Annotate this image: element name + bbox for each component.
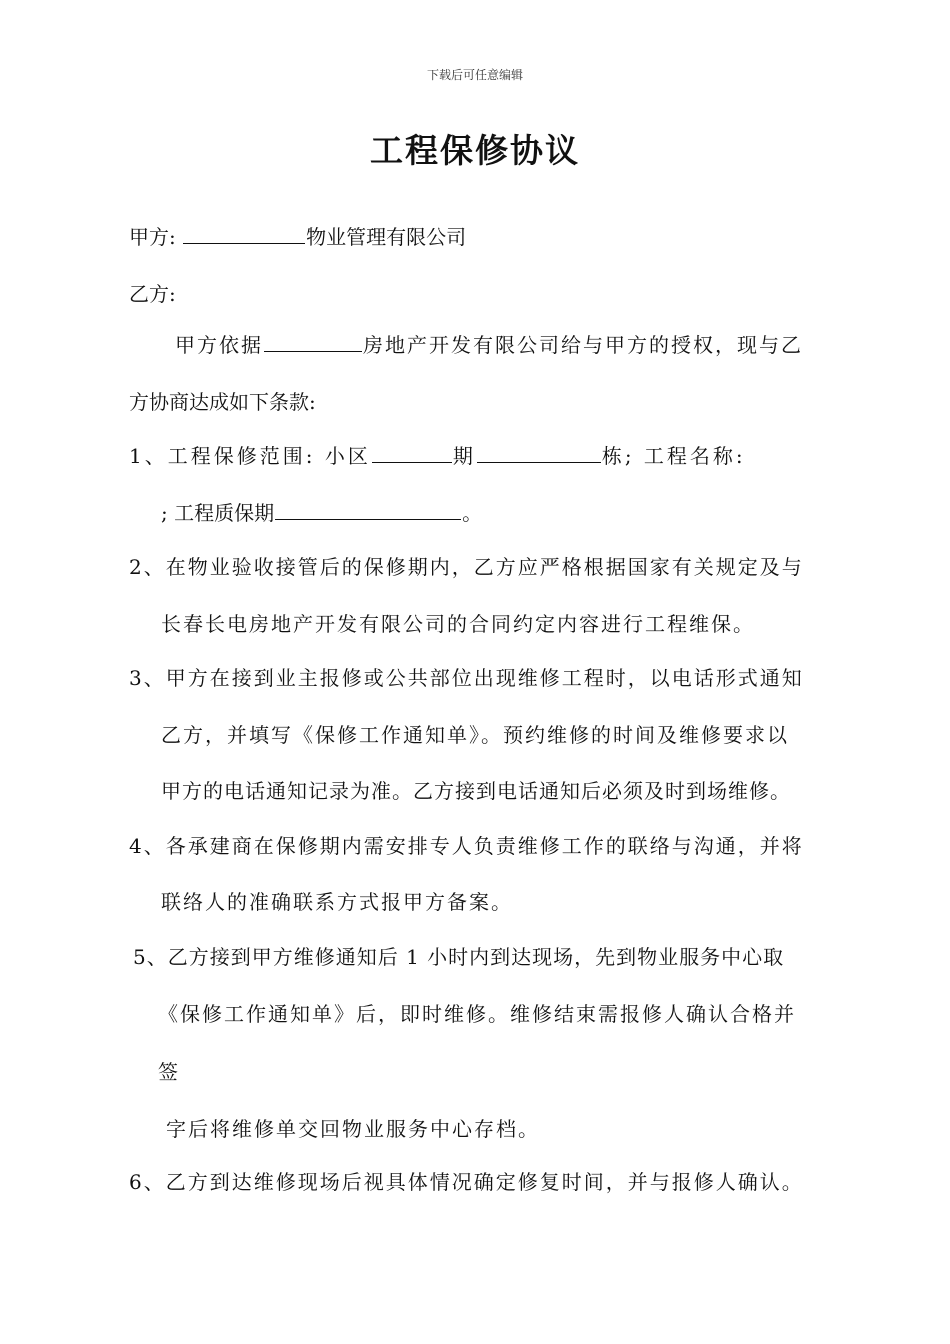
clause-4-line-1: 4、各承建商在保修期内需安排专人负责维修工作的联络与沟通，并将 xyxy=(129,834,804,858)
clause-3-line-3: 甲方的电话通知记录为准。乙方接到电话通知后必须及时到场维修。 xyxy=(161,779,791,803)
party-a-suffix: 物业管理有限公司 xyxy=(306,225,467,249)
clause-1-line-2 xyxy=(161,501,482,525)
clause-5-line-3: 签 xyxy=(158,1060,178,1084)
clause-5-line-1: 5、乙方接到甲方维修通知后 1 小时内到达现场，先到物业服务中心取 xyxy=(133,945,785,969)
clause-3-line-1: 3、甲方在接到业主报修或公共部位出现维修工程时，以电话形式通知 xyxy=(129,666,804,690)
party-b-line xyxy=(129,282,176,306)
community-blank xyxy=(372,444,452,463)
clause-1-line-1 xyxy=(129,444,746,468)
clause-1-part1: 1、工程保修范围: 小区 xyxy=(129,444,371,468)
developer-blank xyxy=(264,333,362,352)
party-b-label: 乙方: xyxy=(129,282,176,306)
clause-5-line-2: 《保修工作通知单》后，即时维修。维修结束需报修人确认合格并 xyxy=(158,1002,796,1026)
clause-2-line-2: 长春长电房地产开发有限公司的合同约定内容进行工程维保。 xyxy=(161,612,755,636)
clause-1-line2-suffix: 。 xyxy=(462,501,483,525)
document-title: 工程保修协议 xyxy=(370,131,580,170)
header-note: 下载后可任意编辑 xyxy=(426,68,523,82)
clause-4-line-2: 联络人的准确联系方式报甲方备案。 xyxy=(161,890,513,914)
intro-line-1 xyxy=(175,333,803,357)
warranty-period-blank xyxy=(275,501,461,520)
intro-line-2: 方协商达成如下条款: xyxy=(129,390,316,414)
clause-1-line2-prefix: ; 工程质保期 xyxy=(161,501,275,525)
clause-2-line-1: 2、在物业验收接管后的保修期内，乙方应严格根据国家有关规定及与 xyxy=(129,555,804,579)
clause-6-line-1: 6、乙方到达维修现场后视具体情况确定修复时间，并与报修人确认。 xyxy=(129,1170,804,1194)
clause-3-line-2: 乙方，并填写《保修工作通知单》。预约维修的时间及维修要求以 xyxy=(161,723,789,747)
intro-suffix: 房地产开发有限公司给与甲方的授权，现与乙 xyxy=(363,333,803,357)
clause-1-part3: 栋; 工程名称: xyxy=(601,444,746,468)
clause-1-part2: 期 xyxy=(452,444,476,468)
party-a-blank xyxy=(183,225,305,244)
party-a-line xyxy=(129,225,466,249)
party-a-label: 甲方: xyxy=(129,225,176,249)
phase-blank xyxy=(477,444,601,463)
clause-5-line-4: 字后将维修单交回物业服务中心存档。 xyxy=(166,1117,540,1141)
intro-prefix: 甲方依据 xyxy=(175,333,263,357)
